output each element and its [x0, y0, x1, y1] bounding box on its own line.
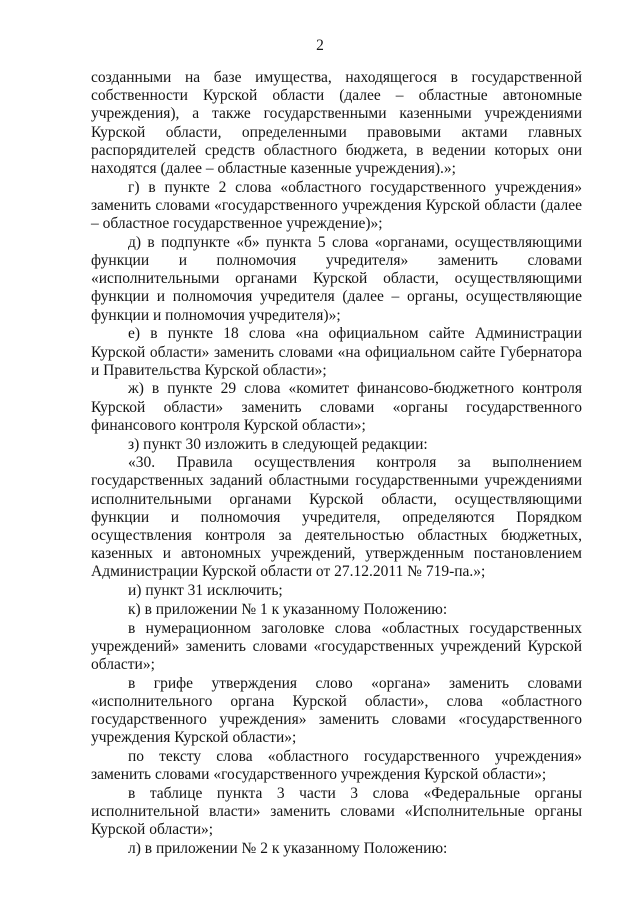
page-number: 2: [316, 37, 324, 54]
paragraph-continuation: созданными на базе имущества, находящегося в государственной собственности Курской области (далее – областные автономные учреждения), а также государственными казенными учреждениями Курской области, определенными правовыми актами главных распорядителей средств областного бюджета, в ведении которых они находятся (далее – областные казенные учреждения).»;: [91, 69, 582, 178]
paragraph-k-text: по тексту слова «областного государственного учреждения» заменить словами «государственного учреждения Курской области»;: [91, 748, 582, 784]
paragraph-item-g: г) в пункте 2 слова «областного государственного учреждения» заменить словами «государственного учреждения Курской области (далее – областное государственное учреждение)»;: [91, 178, 582, 233]
paragraph-k-approval-stamp: в грифе утверждения слово «органа» заменить словами «исполнительного органа Курской области», слова «областного государственного учреждения» заменить словами «государственного учреждения Курской области»;: [91, 674, 582, 747]
paragraph-item-e: е) в пункте 18 слова «на официальном сайте Администрации Курской области» заменить словами «на официальном сайте Губернатора и Правительства Курской области»;: [91, 325, 582, 379]
paragraph-item-l: л) в приложении № 2 к указанному Положению:: [128, 840, 448, 858]
paragraph-item-k: к) в приложении № 1 к указанному Положению:: [128, 600, 448, 618]
paragraph-item-zh: ж) в пункте 29 слова «комитет финансово-бюджетного контроля Курской области» заменить словами «органы государственного финансового контроля Курской области»;: [91, 380, 582, 434]
paragraph-item-i: и) пункт 31 исключить;: [128, 582, 283, 600]
document-body: [91, 69, 582, 858]
paragraph-k-table: в таблице пункта 3 части 3 слова «Федеральные органы исполнительной власти» заменить словами «Исполнительные органы Курской области»;: [91, 784, 582, 839]
paragraph-clause-30: «30. Правила осуществления контроля за выполнением государственных заданий областными государственными учреждениями исполнительными органами Курской области, осуществляющими функции и полномочия учредителя, определяются Порядком осуществления контроля за деятельностью областных бюджетных, казенных и автономных учреждений, утвержденным постановлением Администрации Курской области от 27.12.2011 № 719-па.»;: [91, 454, 582, 581]
paragraph-item-d: д) в подпункте «б» пункта 5 слова «органами, осуществляющими функции и полномочия учредителя» заменить словами «исполнительными органами Курской области, осуществляющими функции и полномочия учредителя (далее – органы, осуществляющие функции и полномочия учредителя)»;: [91, 233, 582, 324]
paragraph-k-header: в нумерационном заголовке слова «областных государственных учреждений» заменить словами «государственных учреждений Курской области»;: [91, 619, 582, 673]
paragraph-item-z: з) пункт 30 изложить в следующей редакции:: [128, 435, 428, 453]
